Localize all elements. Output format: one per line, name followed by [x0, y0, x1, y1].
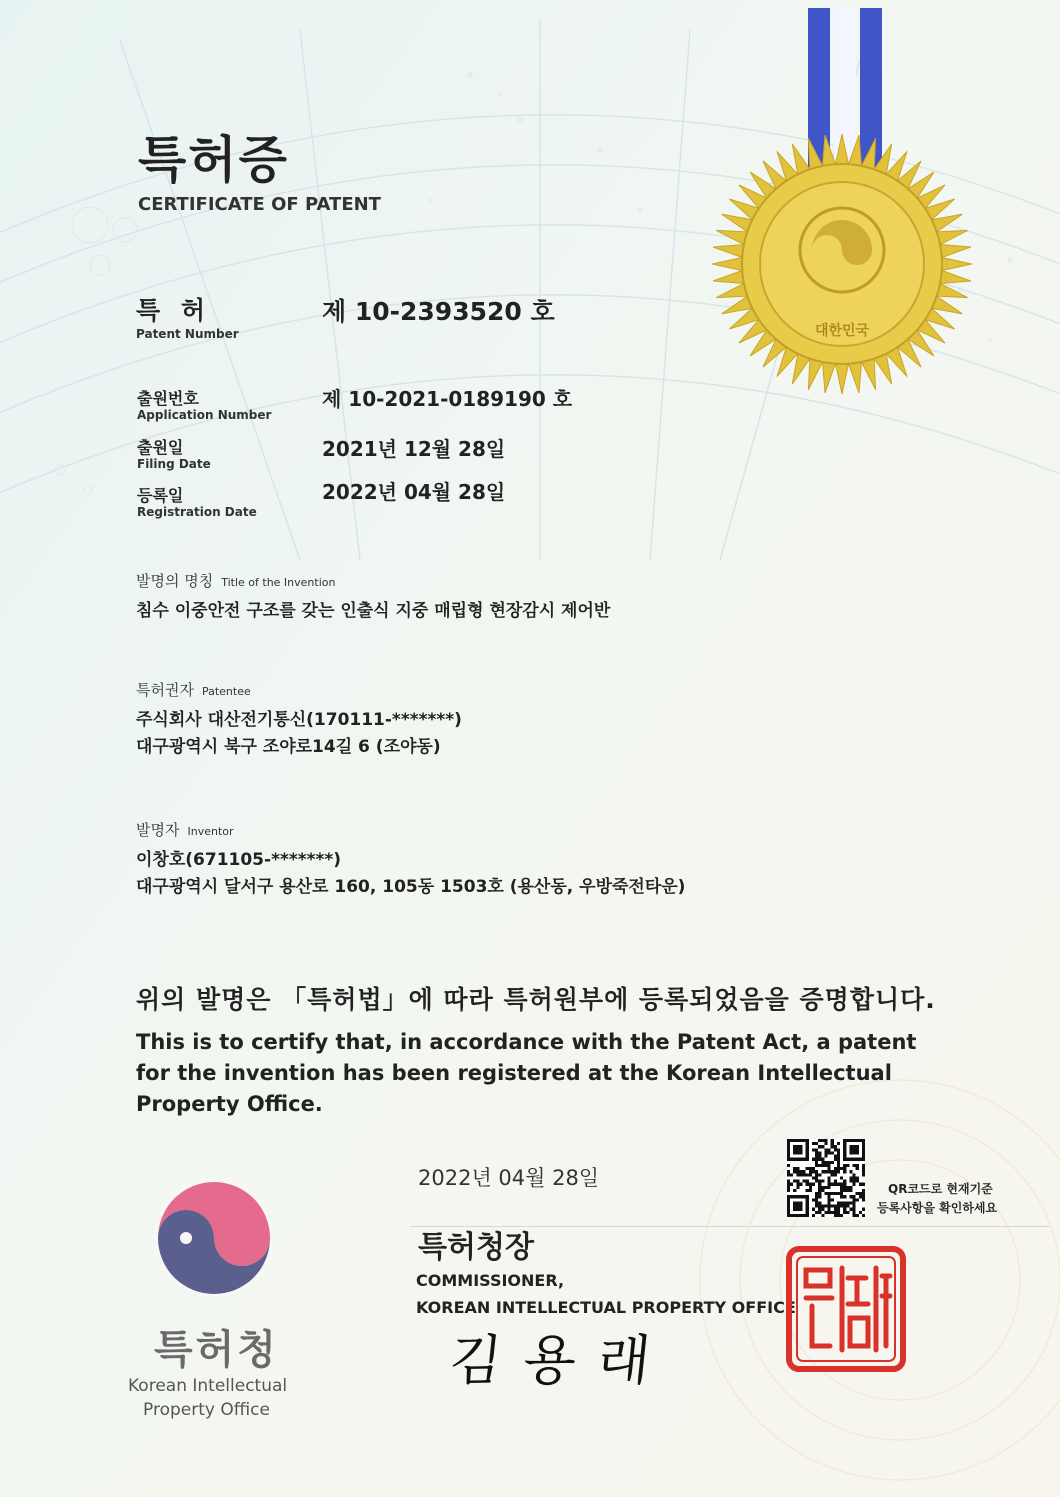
certification-statement-en: This is to certify that, in accordance with the Patent Act, a patent for the invention has been registered at the Korean Intellectual Property Office.: [136, 1030, 917, 1116]
patentee-name: 주식회사 대산전기통신(170111-*******): [136, 710, 462, 730]
medal-inscription: 대한민국: [814, 323, 870, 339]
patent-number-value: 제 10-2393520 호: [322, 297, 555, 326]
filing-date-label: 출원일: [137, 438, 184, 457]
inventor-address: 대구광역시 달서구 용산로 160, 105동 1503호 (용산동, 우방죽전타운): [136, 877, 686, 897]
patent-number-label: 특 허: [136, 296, 212, 325]
application-number-label: 출원번호: [137, 389, 199, 408]
commissioner-title-en-line2: KOREAN INTELLECTUAL PROPERTY OFFICE: [416, 1298, 796, 1317]
filing-date-value: 2021년 12월 28일: [322, 437, 506, 461]
patentee-address: 대구광역시 북구 조야로14길 6 (조야동): [136, 737, 441, 757]
certificate-title: 특허증: [138, 131, 289, 189]
patentee-label-en: Patentee: [201, 685, 251, 698]
commissioner-title-en-line1: COMMISSIONER,: [416, 1271, 565, 1290]
kipo-name-en-line2: Property Office: [143, 1400, 270, 1420]
filing-date-label-en: Filing Date: [137, 457, 211, 471]
invention-title-label: 발명의 명칭: [136, 572, 214, 590]
application-number-label-en: Application Number: [137, 408, 272, 422]
certification-statement-ko: 위의 발명은 「특허법」에 따라 특허원부에 등록되었음을 증명합니다.: [136, 985, 936, 1014]
inventor-label: 발명자: [136, 821, 180, 839]
commissioner-title-ko: 특허청장: [418, 1230, 534, 1265]
invention-title-label-group: [136, 570, 335, 591]
registration-date-label: 등록일: [137, 486, 184, 505]
invention-title-value: 침수 이중안전 구조를 갖는 인출식 지중 매립형 현장감시 제어반: [136, 601, 611, 621]
qr-note-line2: 등록사항을 확인하세요: [877, 1201, 998, 1215]
certificate-title-en: CERTIFICATE OF PATENT: [138, 194, 381, 215]
patent-number-label-en: Patent Number: [136, 327, 239, 341]
qr-code[interactable]: [787, 1139, 865, 1217]
inventor-name: 이창호(671105-*******): [136, 850, 342, 870]
gold-seal-medal: [700, 0, 990, 410]
inventor-label-en: Inventor: [187, 825, 234, 838]
registration-date-label-en: Registration Date: [137, 505, 257, 519]
invention-title-label-en: Title of the Invention: [221, 576, 336, 589]
kipo-taegeuk-logo: [152, 1176, 276, 1300]
commissioner-signature: 김용래: [446, 1329, 676, 1392]
kipo-name-ko: 특허청: [154, 1327, 279, 1373]
patentee-label-group: [136, 679, 251, 700]
registration-date-value: 2022년 04월 28일: [322, 480, 506, 504]
official-red-stamp: [786, 1246, 906, 1372]
kipo-name-en-line1: Korean Intellectual: [128, 1376, 288, 1396]
issue-date: 2022년 04월 28일: [418, 1166, 600, 1190]
application-number-value: 제 10-2021-0189190 호: [322, 387, 573, 411]
patentee-label: 특허권자: [136, 681, 194, 699]
inventor-label-group: [136, 819, 234, 840]
qr-note-line1: QR코드로 현재기준: [888, 1182, 993, 1196]
